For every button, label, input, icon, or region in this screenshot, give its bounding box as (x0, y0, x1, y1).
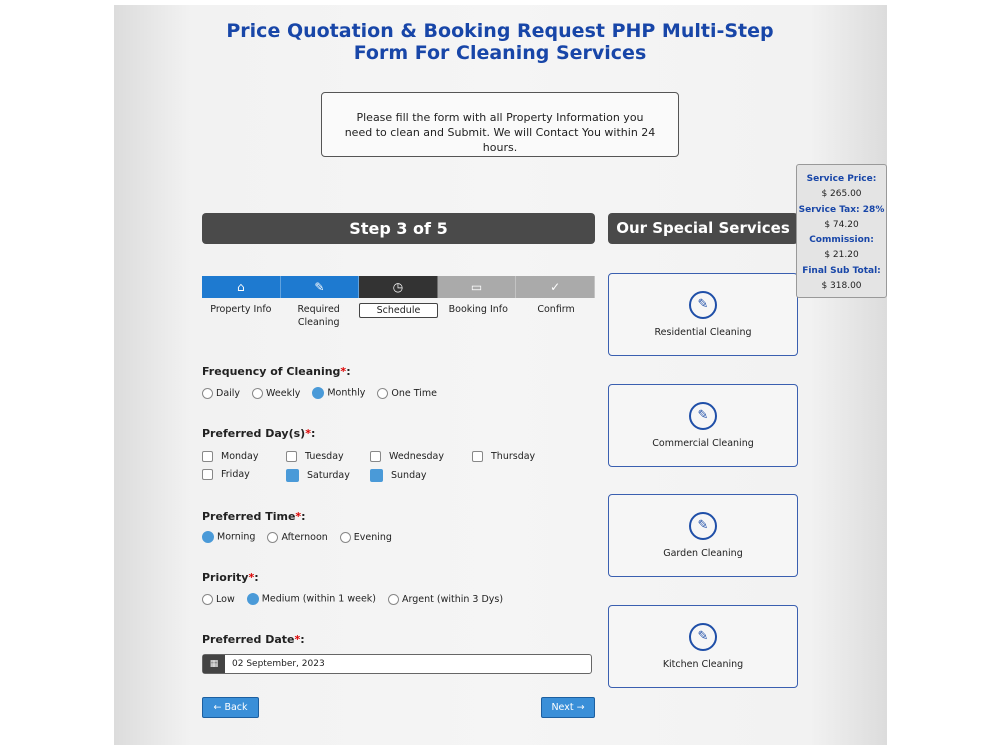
checkbox[interactable] (370, 451, 381, 462)
day-checkbox-option[interactable] (370, 469, 472, 482)
radio-option[interactable] (202, 594, 235, 605)
service-name: Residential Cleaning (654, 327, 752, 338)
step-header: Step 3 of 5 (202, 213, 595, 244)
radio-button[interactable] (252, 388, 263, 399)
radio-label: Afternoon (281, 531, 328, 543)
notice-box: Please fill the form with all Property Information you need to clean and Submit. We will Contact You within 24 hours. (321, 92, 679, 157)
radio-option[interactable] (247, 593, 376, 605)
radio-label: Monthly (327, 387, 366, 399)
home-icon: ⌂ (236, 280, 245, 294)
service-card[interactable] (608, 273, 798, 356)
radio-button[interactable] (202, 531, 214, 543)
frequency-options (202, 387, 437, 399)
price-summary (796, 164, 887, 298)
radio-button[interactable] (202, 594, 213, 605)
days-options (202, 451, 572, 482)
priority-options (202, 593, 503, 605)
step-tab-2[interactable] (359, 276, 438, 298)
subtotal-label: Final Sub Total: (802, 265, 881, 276)
radio-button[interactable] (202, 388, 213, 399)
step-labels (202, 303, 595, 329)
checkbox-label: Saturday (307, 470, 350, 481)
radio-option[interactable] (388, 594, 503, 605)
day-checkbox-option[interactable] (202, 451, 286, 462)
calendar-icon: ▦ (203, 655, 225, 673)
page-title: Price Quotation & Booking Request PHP Multi-Step Form For Cleaning Services (226, 20, 774, 64)
radio-button[interactable] (377, 388, 388, 399)
radio-label: Medium (within 1 week) (261, 593, 376, 605)
check-icon: ✓ (550, 280, 561, 294)
date-value: 02 September, 2023 (232, 659, 325, 669)
id-card-icon: ▭ (470, 280, 483, 294)
commission-value: $ 21.20 (824, 250, 859, 261)
brush-icon: ✎ (689, 623, 717, 651)
radio-option[interactable] (267, 532, 327, 543)
step-tab-1[interactable] (281, 276, 360, 298)
step-label: Required Cleaning (297, 304, 340, 328)
time-options (202, 531, 392, 543)
back-button[interactable]: ← Back (202, 697, 259, 718)
checkbox[interactable] (370, 469, 383, 482)
radio-button[interactable] (312, 387, 324, 399)
service-name: Commercial Cleaning (652, 437, 754, 449)
step-label: Booking Info (448, 304, 508, 315)
step-label: Property Info (210, 304, 272, 315)
radio-label: Evening (353, 531, 392, 543)
priority-label: Priority*: (202, 571, 259, 584)
step-progress-bar (202, 276, 595, 298)
radio-label: Low (216, 593, 235, 605)
days-label: Preferred Day(s)*: (202, 427, 316, 440)
radio-label: Argent (within 3 Dys) (402, 593, 504, 605)
service-price-label: Service Price: (806, 174, 877, 184)
checkbox-label: Friday (221, 469, 250, 480)
radio-label: One Time (391, 387, 438, 399)
day-checkbox-option[interactable] (286, 469, 370, 482)
checkbox-label: Monday (221, 451, 259, 462)
frequency-label: Frequency of Cleaning*: (202, 365, 351, 378)
step-tab-0[interactable] (202, 276, 281, 298)
checkbox[interactable] (472, 451, 483, 462)
step-label: Confirm (537, 304, 575, 315)
service-card[interactable] (608, 605, 798, 688)
checkbox[interactable] (286, 451, 297, 462)
checkbox-label: Thursday (491, 451, 536, 462)
step-tab-3[interactable] (438, 276, 517, 298)
tax-value: $ 74.20 (824, 219, 859, 230)
radio-option[interactable] (202, 531, 255, 543)
date-input[interactable] (202, 654, 592, 674)
radio-option[interactable] (252, 388, 300, 399)
day-checkbox-option[interactable] (472, 451, 572, 462)
radio-button[interactable] (340, 532, 351, 543)
radio-option[interactable] (377, 388, 437, 399)
date-label: Preferred Date*: (202, 633, 305, 646)
day-checkbox-option[interactable] (370, 451, 472, 462)
brush-icon: ✎ (689, 291, 717, 319)
radio-option[interactable] (312, 387, 365, 399)
commission-label: Commission: (809, 235, 874, 246)
radio-label: Morning (217, 531, 256, 543)
radio-button[interactable] (267, 532, 278, 543)
service-price: $ 265.00 (821, 189, 862, 200)
next-button[interactable]: Next → (541, 697, 595, 718)
time-label: Preferred Time*: (202, 510, 306, 523)
checkbox-label: Sunday (391, 470, 427, 481)
brush-icon: ✎ (689, 402, 717, 430)
checkbox[interactable] (286, 469, 299, 482)
brush-icon: ✎ (689, 512, 717, 540)
subtotal-value: $ 318.00 (821, 281, 862, 292)
radio-button[interactable] (388, 594, 399, 605)
step-tab-4[interactable] (516, 276, 595, 298)
clock-icon: ◷ (392, 280, 404, 294)
step-label: Schedule (359, 303, 439, 318)
radio-label: Daily (216, 387, 241, 399)
radio-label: Weekly (266, 387, 301, 399)
checkbox-label: Wednesday (389, 451, 445, 462)
day-checkbox-option[interactable] (202, 469, 286, 482)
radio-button[interactable] (247, 593, 259, 605)
brush-icon: ✎ (314, 280, 325, 294)
special-services-header: Our Special Services (608, 213, 798, 244)
radio-option[interactable] (202, 388, 240, 399)
service-card[interactable] (608, 384, 798, 467)
service-card[interactable] (608, 494, 798, 577)
service-name: Garden Cleaning (663, 548, 743, 560)
checkbox-label: Tuesday (305, 451, 344, 462)
service-name: Kitchen Cleaning (662, 659, 744, 671)
radio-option[interactable] (340, 532, 392, 543)
tax-label: Service Tax: 28% (798, 204, 885, 215)
checkbox[interactable] (202, 451, 213, 462)
checkbox[interactable] (202, 469, 213, 480)
day-checkbox-option[interactable] (286, 451, 370, 462)
